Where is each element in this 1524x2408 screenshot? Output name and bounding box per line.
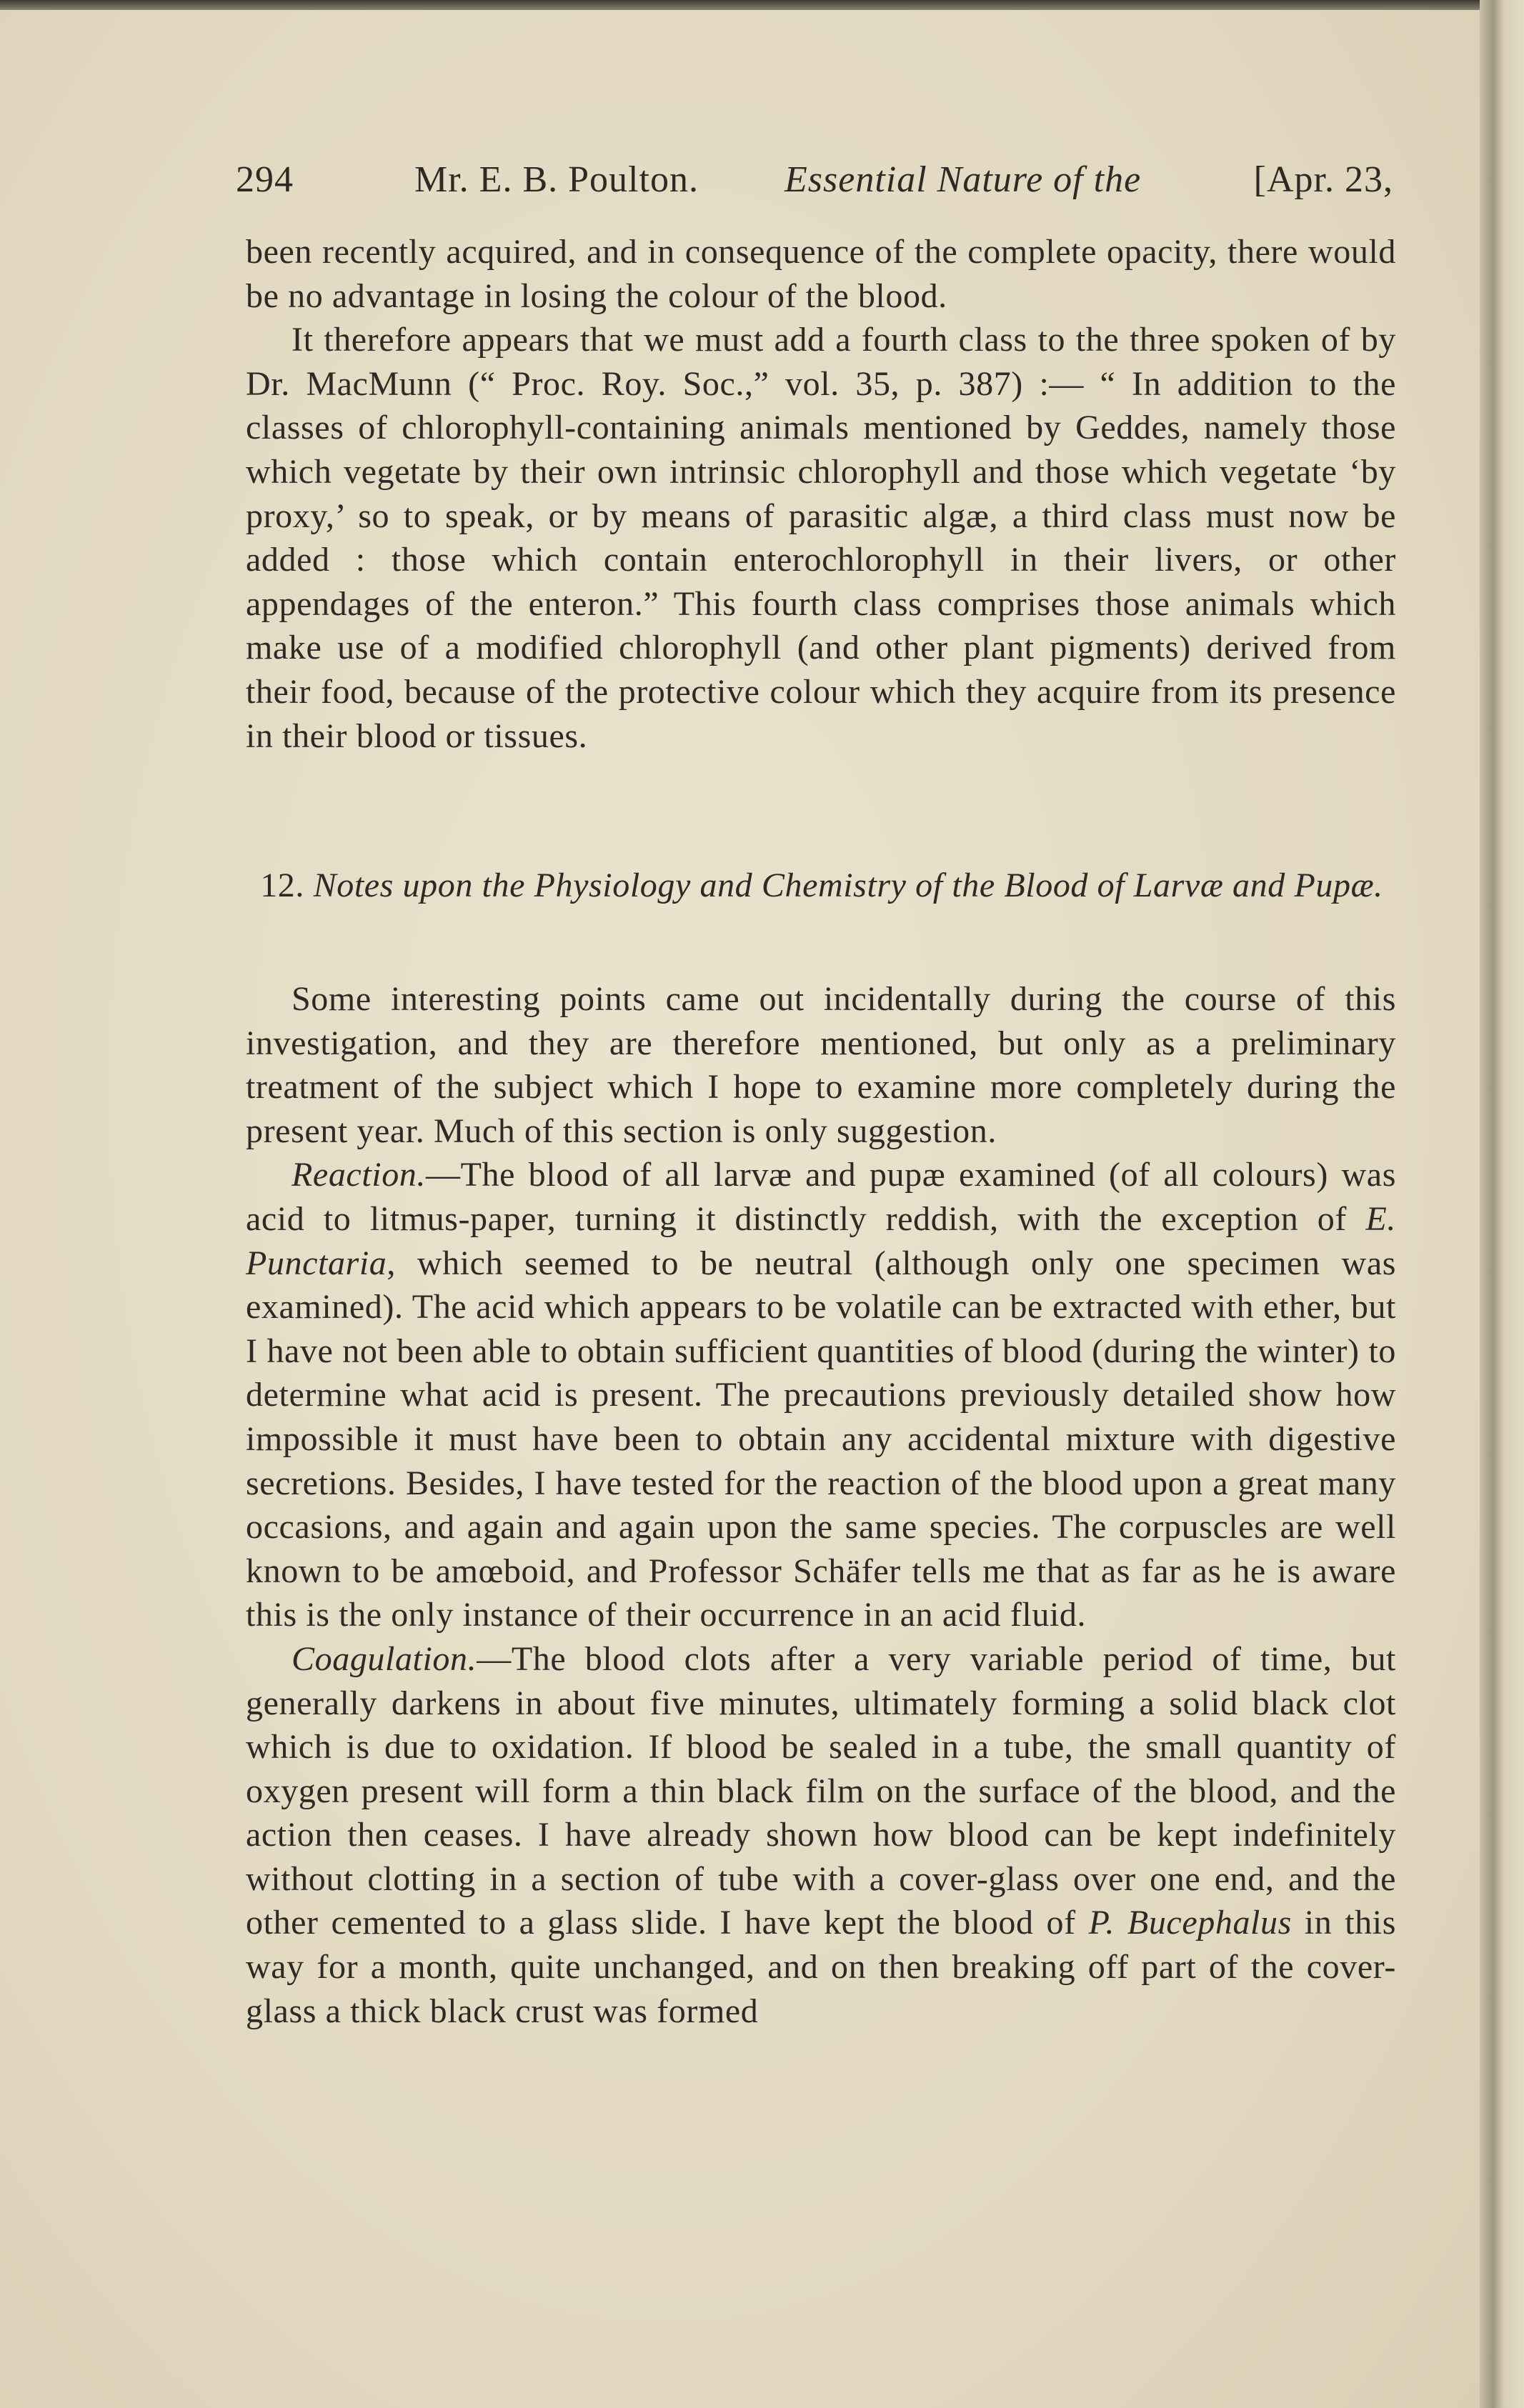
reaction-species: E. Punctaria	[246, 1199, 1396, 1282]
reaction-text-a: —The blood of all larvæ and pupæ examined (of all colours) was acid to litmus-paper, turning it distinctly reddish, with the exception of	[246, 1156, 1396, 1238]
header-running-title: Essential Nature of the	[785, 159, 1142, 200]
header-author: Mr. E. B. Poulton.	[414, 159, 699, 200]
scan-binding-edge	[1480, 0, 1524, 2408]
coagulation-label: Coagulation.	[292, 1639, 477, 1678]
header-date: [Apr. 23,	[1253, 159, 1393, 200]
body-text-section	[246, 977, 1396, 2033]
paragraph-intro: Some interesting points came out incidentally during the course of this investigation, and they are therefore mentioned, but only as a preliminary treatment of the subject which I hope to examine more completely during the present year. Much of this section is only suggestion.	[246, 980, 1396, 1150]
reaction-label: Reaction.	[292, 1156, 427, 1194]
paragraph-reaction	[246, 1153, 1396, 1637]
body-text-top	[246, 230, 1396, 758]
coagulation-text-a: —The blood clots after a very variable period of time, but generally darkens in about five minutes, ultimately forming a solid black clot which is due to oxidation. If blood be sealed in a tube, the small quantity of oxygen present will form a thin black film on the surface of the blood, and the action then ceases. I have already shown how blood can be kept indefinitely without clotting in a section of tube with a cover-glass over one end, and the other cemented to a glass slide. I have kept the blood of	[246, 1639, 1396, 1942]
paragraph-coagulation	[246, 1637, 1396, 2033]
paragraph-continuation: been recently acquired, and in consequence of the complete opacity, there would be no advantage in losing the colour of the blood.	[246, 233, 1396, 315]
coagulation-species: P. Bucephalus	[1088, 1904, 1292, 1942]
paragraph-fourth-class: It therefore appears that we must add a fourth class to the three spoken of by Dr. MacMunn (“ Proc. Roy. Soc.,” vol. 35, p. 387) :— “ In addition to the classes of chlorophyll-containing animals mentioned by Geddes, namely those which vegetate by their own intrinsic chlorophyll and those which vegetate ‘by proxy,’ so to speak, or by means of parasitic algæ, a third class must now be added : those which contain enterochlorophyll in their livers, or other appendages of the enteron.” This fourth class comprises those animals which make use of a modified chlorophyll (and other plant pigments) derived from their food, because of the protective colour which they acquire from its presence in their blood or tissues.	[246, 321, 1396, 755]
running-header	[236, 159, 1393, 210]
reaction-text-b: , which seemed to be neutral (although only one specimen was examined). The acid which appears to be volatile can be extracted with ether, but I have not been able to obtain sufficient quantities of blood (during the winter) to determine what acid is present. The precautions previously detailed show how impossible it must have been to obtain any accidental mixture with digestive secretions. Besides, I have tested for the reaction of the blood upon a great many occasions, and again and again upon the same species. The corpuscles are well known to be amœboid, and Professor Schäfer tells me that as far as he is aware this is the only instance of their occurrence in an acid fluid.	[246, 1244, 1396, 1634]
scan-top-edge	[0, 0, 1524, 10]
section-heading	[250, 863, 1393, 909]
section-number: 12.	[260, 866, 304, 904]
page-number: 294	[236, 159, 294, 200]
section-title: Notes upon the Physiology and Chemistry of the Blood of Larvæ and Pupæ.	[313, 866, 1383, 904]
coagulation-text-b: in this way for a month, quite unchanged, and on then breaking off part of the cover-glass a thick black crust was formed	[246, 1904, 1396, 2030]
